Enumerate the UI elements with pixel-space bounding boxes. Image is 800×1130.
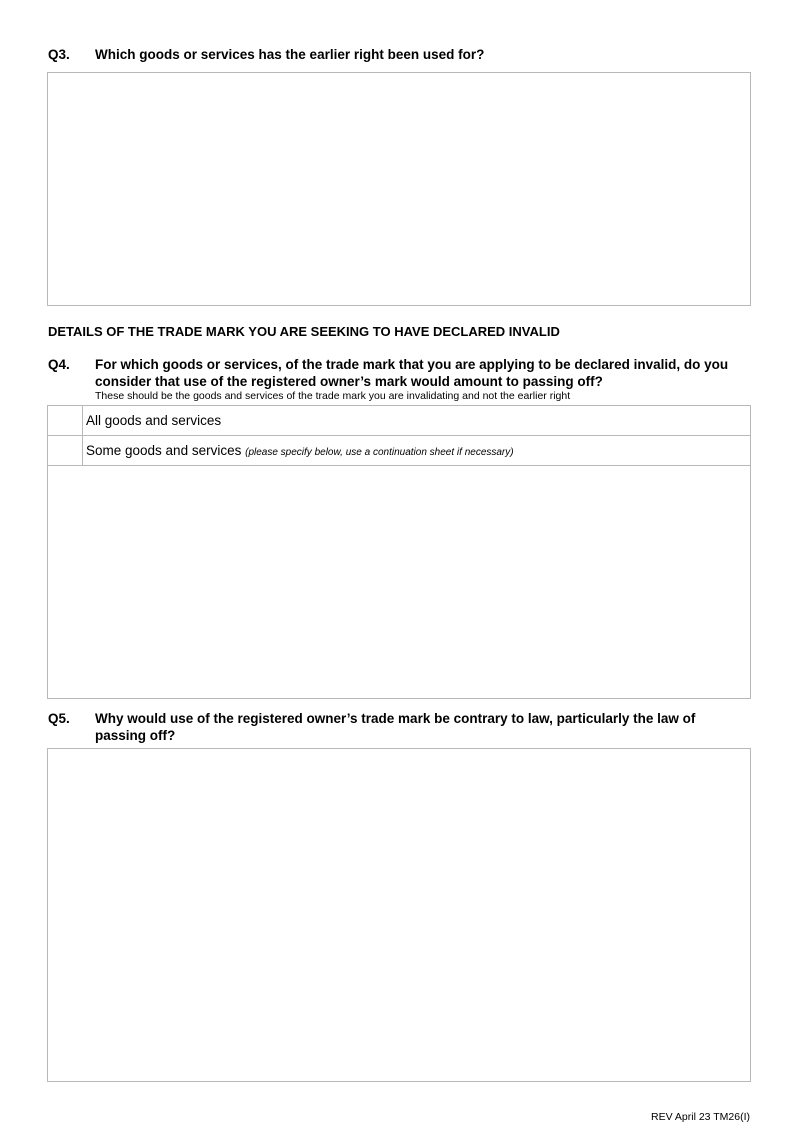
form-revision-footer: REV April 23 TM26(I)	[650, 1111, 750, 1123]
q4-question-text: For which goods or services, of the trade mark that you are applying to be declared invalid, do you consider that use of the registered owner’s mark would amount to passing off?	[95, 357, 729, 389]
option-some-hint: (please specify below, use a continuation sheet if necessary)	[245, 447, 514, 458]
q4-note: These should be the goods and services of the trade mark you are invalidating and not the earlier right	[95, 390, 571, 402]
option-some-checkbox[interactable]	[48, 436, 83, 465]
option-all-checkbox[interactable]	[48, 406, 83, 435]
q3-answer-field[interactable]	[47, 72, 751, 306]
q4-question	[95, 356, 745, 402]
q3-number: Q3.	[48, 47, 70, 62]
option-some-text: Some goods and services	[86, 443, 242, 458]
option-all-label	[83, 413, 221, 428]
q5-number: Q5.	[48, 711, 70, 726]
q4-answer-field[interactable]	[47, 465, 751, 699]
q4-number: Q4.	[48, 357, 70, 372]
q5-answer-field[interactable]	[47, 748, 751, 1082]
option-some-label	[83, 443, 514, 458]
q5-question: Why would use of the registered owner’s trade mark be contrary to law, particularly the law of passing off?	[95, 711, 696, 743]
option-all-text: All goods and services	[86, 413, 222, 428]
q3-question: Which goods or services has the earlier right been used for?	[95, 47, 485, 62]
q4-option-some	[47, 435, 751, 465]
q4-option-all	[47, 405, 751, 435]
section-heading: DETAILS OF THE TRADE MARK YOU ARE SEEKING TO HAVE DECLARED INVALID	[48, 324, 560, 339]
